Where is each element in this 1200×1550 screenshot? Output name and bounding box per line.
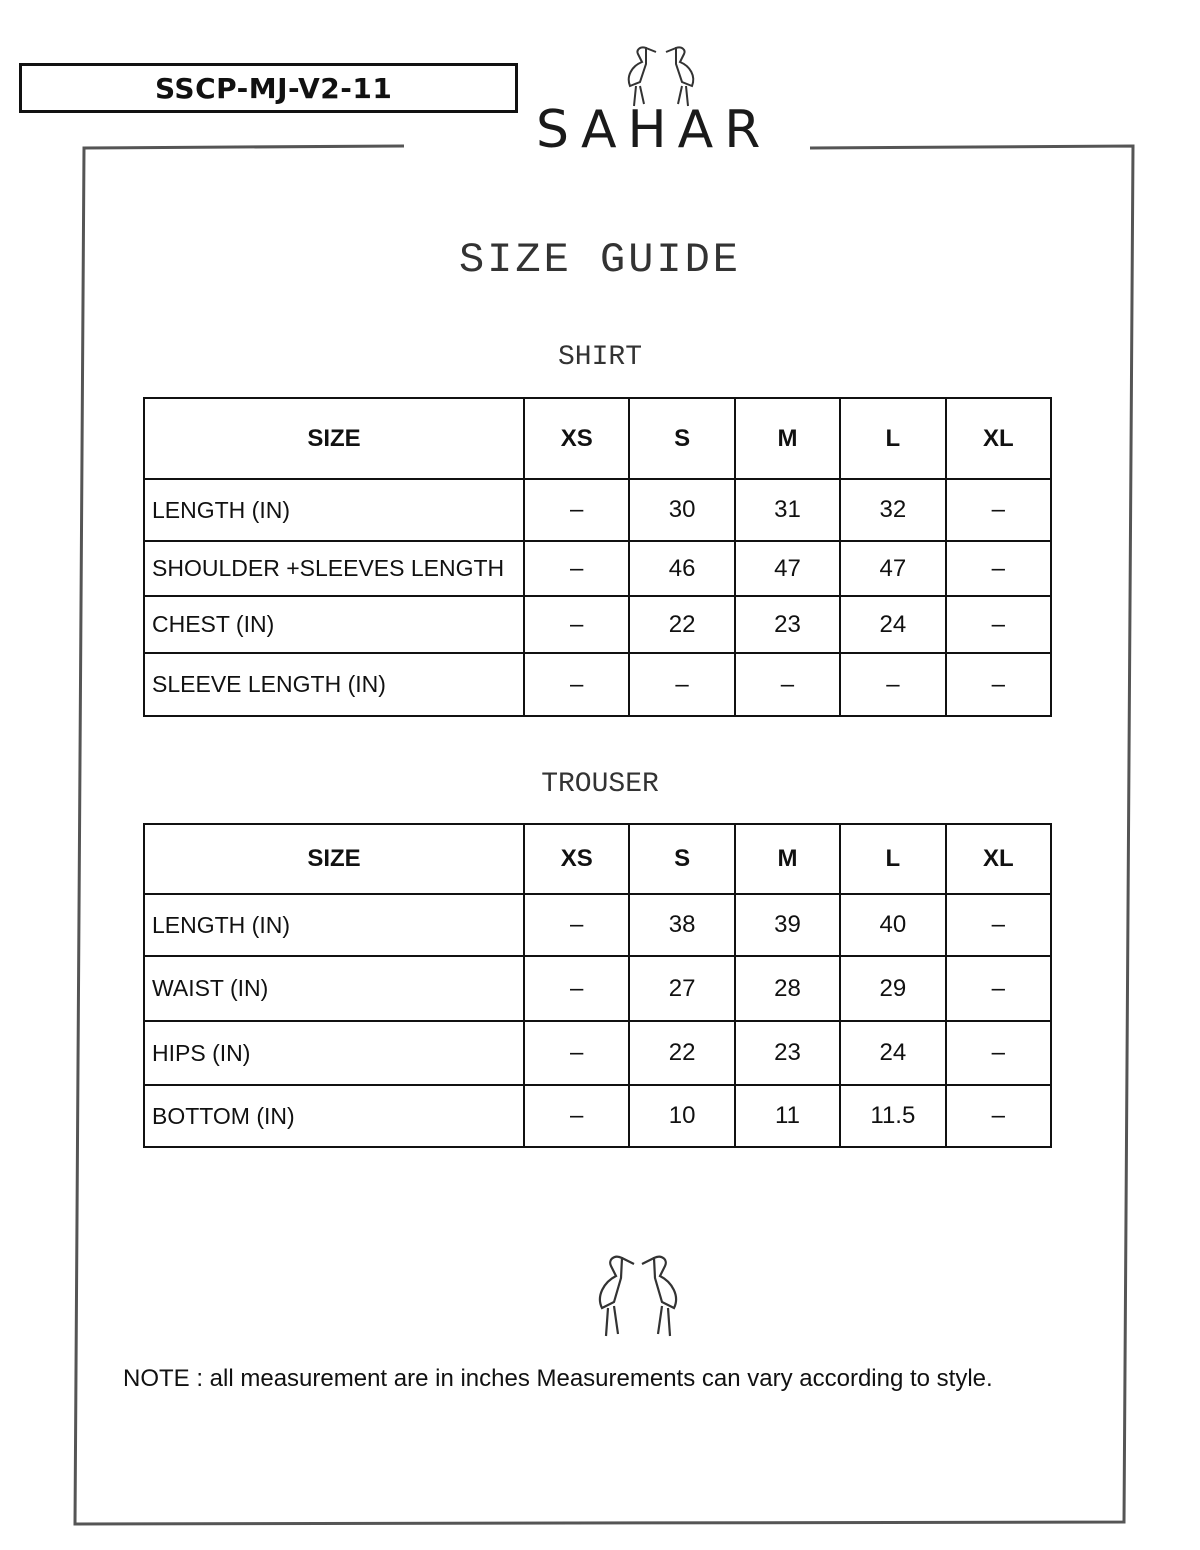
table-cell: – — [524, 596, 629, 653]
row-label: SLEEVE LENGTH (IN) — [144, 653, 524, 716]
table-cell: 28 — [735, 956, 840, 1021]
twin-cranes-icon — [618, 42, 704, 108]
header-cell: S — [629, 398, 734, 479]
table-cell: 22 — [629, 1021, 734, 1085]
row-label: SHOULDER +SLEEVES LENGTH — [144, 541, 524, 596]
table-cell: – — [946, 596, 1051, 653]
row-label: LENGTH (IN) — [144, 479, 524, 541]
table-cell: 31 — [735, 479, 840, 541]
table-cell: 46 — [629, 541, 734, 596]
table-row — [144, 956, 1051, 1021]
table-row — [144, 596, 1051, 653]
table-cell: 38 — [629, 894, 734, 956]
table-cell: 40 — [840, 894, 945, 956]
row-label: HIPS (IN) — [144, 1021, 524, 1085]
trouser-size-table — [143, 823, 1052, 1148]
table-cell: 10 — [629, 1085, 734, 1147]
table-cell: – — [524, 479, 629, 541]
table-cell: 23 — [735, 1021, 840, 1085]
table-cell: 30 — [629, 479, 734, 541]
table-cell: 47 — [735, 541, 840, 596]
table-cell: – — [524, 653, 629, 716]
header-cell: XS — [524, 824, 629, 894]
table-cell: 32 — [840, 479, 945, 541]
table-row — [144, 541, 1051, 596]
header-cell: M — [735, 398, 840, 479]
table-cell: – — [629, 653, 734, 716]
table-cell: 23 — [735, 596, 840, 653]
table-cell: – — [524, 1021, 629, 1085]
table-cell: – — [840, 653, 945, 716]
table-cell: 22 — [629, 596, 734, 653]
table-cell: – — [946, 1085, 1051, 1147]
table-row — [144, 894, 1051, 956]
table-cell: – — [946, 1021, 1051, 1085]
table-cell: 11.5 — [840, 1085, 945, 1147]
table-row — [144, 479, 1051, 541]
table-cell: 11 — [735, 1085, 840, 1147]
table-cell: 29 — [840, 956, 945, 1021]
table-header-row — [144, 398, 1051, 479]
table-cell: – — [524, 541, 629, 596]
table-cell: – — [735, 653, 840, 716]
table-cell: 39 — [735, 894, 840, 956]
table-cell: 27 — [629, 956, 734, 1021]
header-cell: L — [840, 824, 945, 894]
header-cell: L — [840, 398, 945, 479]
table-cell: – — [524, 956, 629, 1021]
size-guide-title: SIZE GUIDE — [458, 236, 742, 284]
table-row — [144, 1021, 1051, 1085]
product-code-box — [19, 63, 518, 113]
trouser-section-title: TROUSER — [541, 769, 659, 800]
header-cell: M — [735, 824, 840, 894]
header-cell: XL — [946, 398, 1051, 479]
row-label: BOTTOM (IN) — [144, 1085, 524, 1147]
row-label: WAIST (IN) — [144, 956, 524, 1021]
table-cell: 24 — [840, 1021, 945, 1085]
table-cell: 47 — [840, 541, 945, 596]
twin-cranes-icon — [588, 1250, 688, 1338]
table-cell: – — [946, 541, 1051, 596]
header-cell: XL — [946, 824, 1051, 894]
shirt-size-table — [143, 397, 1052, 717]
table-cell: – — [946, 653, 1051, 716]
table-cell: – — [524, 1085, 629, 1147]
header-cell: SIZE — [144, 398, 524, 479]
brand-name: SAHAR — [536, 100, 772, 160]
table-row — [144, 1085, 1051, 1147]
row-label: LENGTH (IN) — [144, 894, 524, 956]
header-cell: SIZE — [144, 824, 524, 894]
measurement-note: NOTE : all measurement are in inches Measurements can vary according to style. — [123, 1365, 993, 1392]
table-row — [144, 653, 1051, 716]
row-label: CHEST (IN) — [144, 596, 524, 653]
header-cell: XS — [524, 398, 629, 479]
table-cell: – — [524, 894, 629, 956]
table-header-row — [144, 824, 1051, 894]
table-cell: – — [946, 479, 1051, 541]
table-cell: – — [946, 894, 1051, 956]
table-cell: 24 — [840, 596, 945, 653]
shirt-section-title: SHIRT — [557, 342, 642, 373]
table-cell: – — [946, 956, 1051, 1021]
header-cell: S — [629, 824, 734, 894]
product-code: SSCP-MJ-V2-11 — [155, 71, 393, 105]
